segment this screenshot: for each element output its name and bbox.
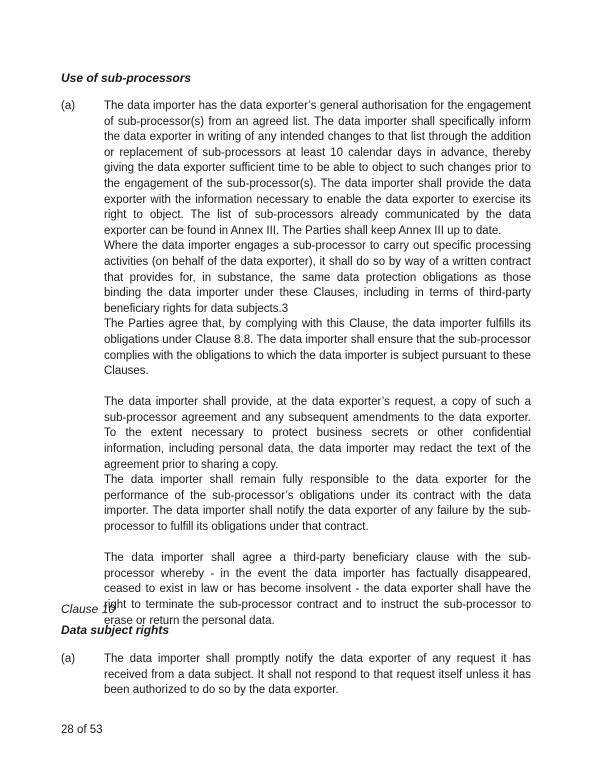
section-heading: Use of sub-processors <box>61 71 192 85</box>
item-body <box>104 652 531 699</box>
paragraph: The data importer shall promptly notify the data exporter of any request it has received from a data subject. It shall not respond to that request itself unless it has been authorized to do so by the data exporter. <box>104 653 531 697</box>
item-label: (a) <box>61 653 76 665</box>
clause-title: Data subject rights <box>61 623 170 637</box>
item-body <box>104 99 531 629</box>
list-item <box>61 652 531 702</box>
paragraph: The data importer shall agree a third-party beneficiary clause with the sub-processor whereby - in the event the data importer has factually disappeared, ceased to exist in law or has become insolvent - the data exporter shall have the right to terminate the sub-processor contract and to instruct the sub-processor to erase or return the personal data. <box>104 552 531 627</box>
paragraph: The data importer shall provide, at the data exporter’s request, a copy of such a sub-processor agreement and any subsequent amendments to the data exporter. To the extent necessary to protect business secrets or other confidential information, including personal data, the data importer may redact the text of the agreement prior to sharing a copy. <box>104 396 531 471</box>
paragraph: The Parties agree that, by complying with this Clause, the data importer fulfills its obligations under Clause 8.8. The data importer shall ensure that the sub-processor complies with the obligations to which the data importer is subject pursuant to these Clauses. <box>104 318 531 378</box>
paragraph: The data importer has the data exporter’s general authorisation for the engagement of sub-processor(s) from an agreed list. The data importer shall specifically inform the data exporter in writing of any intended changes to that list through the addition or replacement of sub-processors at least 10 calendar days in advance, thereby giving the data exporter sufficient time to be able to object to such changes prior to the engagement of the sub-processor(s). The data importer shall provide the data exporter with the information necessary to enable the data exporter to exercise its right to object. The list of sub-processors already communicated by the data exporter can be found in Annex III. The Parties shall keep Annex III up to date. <box>104 100 531 237</box>
paragraph: The data importer shall remain fully responsible to the data exporter for the performance of the sub-processor’s obligations under its contract with the data importer. The data importer shall notify the data exporter of any failure by the sub-processor to fulfill its obligations under that contract. <box>104 474 531 534</box>
paragraph: Where the data importer engages a sub-processor to carry out specific processing activities (on behalf of the data exporter), it shall do so by way of a written contract that provides for, in substance, the same data protection obligations as those binding the data importer under these Clauses, including in terms of third-party beneficiary rights for data subjects.3 <box>104 240 531 315</box>
paragraph-spacer <box>104 536 531 552</box>
clause-label: Clause 10 <box>61 602 116 616</box>
item-label: (a) <box>61 100 76 112</box>
page-number: 28 of 53 <box>61 724 103 736</box>
paragraph-spacer <box>104 380 531 396</box>
